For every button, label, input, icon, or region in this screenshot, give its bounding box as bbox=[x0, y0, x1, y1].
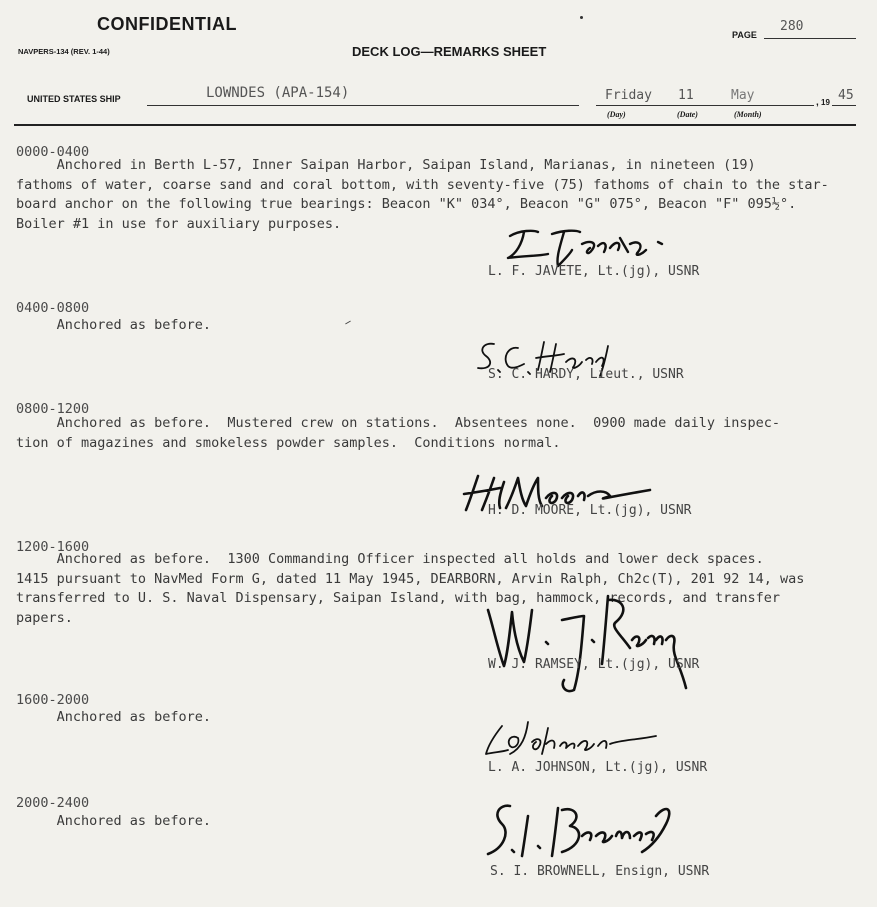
typed-signature: H. D. MOORE, Lt.(jg), USNR bbox=[488, 503, 692, 518]
header-divider bbox=[14, 124, 856, 126]
classification-heading: CONFIDENTIAL bbox=[97, 14, 237, 34]
watch-remarks: Anchored in Berth L-57, Inner Saipan Harbor, Saipan Island, Marianas, in nineteen (19) fathoms of water, coarse sand and coral bottom, with seventy-five (75) fathoms of chain to the star- board anchor on the following true bearings: Beacon "K" 034°, Beacon "G" 075°, Beacon "F" 095½°. Boiler #1 in use for auxiliary purposes. bbox=[16, 157, 829, 232]
handwritten-signature bbox=[482, 796, 678, 866]
watch-remarks: Anchored as before. 1300 Commanding Officer inspected all holds and lower deck spaces. 1415 pursuant to NavMed Form G, dated 11 May 1945, DEARBORN, Arvin Ralph, Ch2c(T), 201 92 14, was transferred to U. S. Naval Dispensary, Saipan Island, with bag, hammock, records, and transfer papers. bbox=[16, 551, 805, 626]
typed-signature: S. C. HARDY, Lieut., USNR bbox=[488, 367, 684, 382]
typed-signature: L. A. JOHNSON, Lt.(jg), USNR bbox=[488, 760, 708, 775]
year-prefix: 19 bbox=[821, 98, 830, 107]
watch-period: 2000-2400 bbox=[16, 795, 90, 811]
year-rule bbox=[832, 105, 856, 106]
ship-label: UNITED STATES SHIP bbox=[27, 94, 121, 104]
watch-remarks: Anchored as before. bbox=[16, 709, 212, 725]
date-rule bbox=[596, 105, 814, 106]
ship-name-rule bbox=[147, 105, 579, 106]
form-number: NAVPERS-134 (REV. 1-44) bbox=[18, 47, 110, 56]
typed-signature: W. J. RAMSEY, Lt.(jg), USNR bbox=[488, 657, 700, 672]
handwritten-signature bbox=[480, 716, 660, 764]
year-comma: , bbox=[816, 97, 819, 108]
typed-signature: L. F. JAVETE, Lt.(jg), USNR bbox=[488, 264, 700, 279]
log-date: 11 bbox=[678, 88, 694, 103]
watch-period: 0000-0400 bbox=[16, 144, 90, 160]
handwritten-signature bbox=[480, 590, 700, 700]
date-caption: (Date) bbox=[677, 110, 698, 119]
watch-period: 1600-2000 bbox=[16, 692, 90, 708]
page-number-rule bbox=[764, 38, 856, 39]
month-caption: (Month) bbox=[734, 110, 762, 119]
day-caption: (Day) bbox=[607, 110, 626, 119]
ship-name: LOWNDES (APA-154) bbox=[206, 85, 350, 101]
watch-remarks: Anchored as before. bbox=[16, 317, 212, 333]
watch-period: 0800-1200 bbox=[16, 401, 90, 417]
log-year: 45 bbox=[838, 88, 854, 103]
page-label: PAGE bbox=[732, 30, 757, 40]
log-day: Friday bbox=[605, 88, 652, 103]
watch-remarks: Anchored as before. bbox=[16, 813, 212, 829]
stray-mark bbox=[345, 321, 351, 325]
typed-signature: S. I. BROWNELL, Ensign, USNR bbox=[490, 864, 710, 879]
page-number: 280 bbox=[780, 19, 804, 34]
watch-period: 0400-0800 bbox=[16, 300, 90, 316]
sheet-title: DECK LOG—REMARKS SHEET bbox=[352, 44, 547, 59]
stray-mark bbox=[580, 16, 583, 19]
watch-remarks: Anchored as before. Mustered crew on stations. Absentees none. 0900 made daily inspec- tion of magazines and smokeless powder samples. Conditions normal. bbox=[16, 415, 781, 451]
log-month: May bbox=[731, 88, 755, 103]
watch-period: 1200-1600 bbox=[16, 539, 90, 555]
